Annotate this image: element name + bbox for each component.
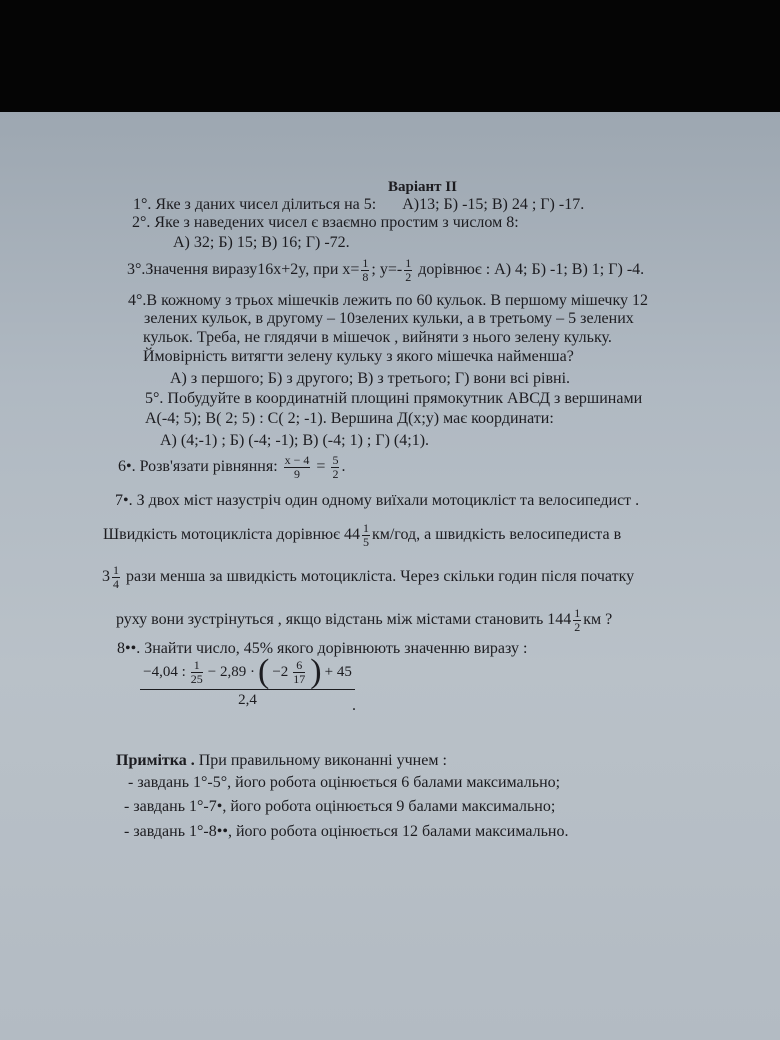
expr-part-a: −4,04 :	[143, 663, 186, 680]
fraction-speed-num: 1	[362, 521, 369, 535]
question-7-line-1: 7•. З двох міст назустріч один одному виїхали мотоцикліст та велосипедист .	[115, 492, 640, 509]
expr-part-b: − 2,89 ·	[207, 663, 255, 680]
fraction-y-den: 2	[405, 270, 412, 284]
note-intro: При правильному виконанні учнем :	[194, 752, 447, 769]
question-2-text: 2°. Яке з наведених чисел є взаємно простим з числом 8:	[132, 214, 519, 231]
fraction-ratio-num: 1	[113, 563, 119, 577]
fraction-x	[361, 257, 369, 284]
variant-title: Варіант II	[388, 179, 457, 195]
question-6-end: .	[341, 458, 346, 476]
fraction-distance-den: 2	[574, 620, 581, 634]
fraction-one-25	[191, 659, 203, 686]
question-3-suffix: дорівнює : А) 4; Б) -1; В) 1; Г) -4.	[414, 261, 645, 279]
question-7-line-2-prefix: Швидкість мотоцикліста дорівнює 44	[103, 526, 360, 544]
fraction-rhs-den: 2	[332, 467, 339, 481]
fraction-y	[404, 257, 412, 284]
question-1-text: 1°. Яке з даних чисел ділиться на 5:	[133, 196, 377, 213]
question-7-line-2-suffix: км/год, а швидкість велосипедиста в	[371, 526, 622, 544]
inner-whole: −2	[272, 663, 289, 680]
fraction-six-17-den: 17	[293, 671, 306, 686]
question-6	[118, 454, 345, 481]
question-7-line-4-prefix: руху вони зустрінуться , якщо відстань між містами становить 144	[116, 611, 572, 629]
question-5-line-2: А(-4; 5); В( 2; 5) : С( 2; -1). Вершина Д(x;y) має координати:	[145, 410, 554, 427]
fraction-ratio	[112, 564, 120, 591]
question-1-options: А)13; Б) -15; В) 24 ; Г) -17.	[402, 196, 585, 213]
question-3-prefix: 3°.Значення виразу16x+2y, при x=	[127, 261, 360, 279]
note-item-2: - завдань 1°-7•, його робота оцінюється 9 балами максимально;	[124, 798, 556, 815]
question-8-text: 8••. Знайти число, 45% якого дорівнюють значенню виразу :	[117, 640, 528, 657]
question-4-line-3: кульок. Треба, не глядячи в мішечок , вийняти з нього зелену кульку.	[143, 329, 612, 346]
question-4-options: А) з першого; Б) з другого; В) з третього; Г) вони всі рівні.	[170, 370, 571, 387]
question-8-expression	[140, 653, 355, 709]
fraction-lhs	[284, 454, 311, 481]
fraction-one-25-num: 1	[191, 659, 203, 673]
fraction-distance-num: 1	[574, 606, 581, 620]
question-8-end: .	[352, 697, 356, 714]
expression-denominator: 2,4	[238, 692, 257, 708]
worksheet-page	[0, 112, 780, 1040]
fraction-ratio-den: 4	[113, 577, 119, 591]
fraction-lhs-den: 9	[294, 467, 301, 481]
fraction-six-17	[293, 659, 305, 686]
fraction-rhs	[331, 454, 339, 481]
question-7-line-4	[116, 607, 612, 634]
question-4-line-1: 4°.В кожному з трьох мішечків лежить по 60 кульок. В першому мішечку 12	[128, 292, 649, 309]
question-5-line-1: 5°. Побудуйте в координатній площині прямокутник АВСД з вершинами	[145, 390, 643, 407]
note-title: Примітка .	[116, 752, 195, 769]
question-2-options: А) 32; Б) 15; В) 16; Г) -72.	[173, 234, 350, 251]
left-paren: (	[258, 653, 270, 690]
fraction-x-den: 8	[362, 270, 369, 284]
question-5-options: А) (4;-1) ; Б) (-4; -1); В) (-4; 1) ; Г) (4;1).	[160, 432, 430, 449]
question-3	[127, 257, 644, 284]
question-7-line-2	[103, 522, 621, 549]
fraction-distance	[573, 607, 581, 634]
expr-part-c: + 45	[324, 663, 352, 680]
note-header	[116, 752, 447, 770]
fraction-speed	[362, 522, 370, 549]
fraction-lhs-num: x − 4	[284, 453, 310, 467]
question-7-line-3	[102, 564, 634, 591]
fraction-speed-den: 5	[362, 535, 369, 549]
right-paren: )	[310, 653, 322, 690]
fraction-one-25-den: 25	[190, 671, 203, 686]
question-6-prefix: 6•. Розв'язати рівняння:	[118, 458, 278, 476]
expression-numerator	[140, 653, 355, 690]
note-item-1: - завдань 1°-5°, його робота оцінюється 6 балами максимально;	[128, 774, 561, 791]
question-3-mid: ; y=-	[371, 261, 403, 279]
fraction-x-num: 1	[362, 256, 369, 270]
fraction-six-17-num: 6	[293, 659, 305, 673]
question-1	[133, 196, 584, 214]
mixed-whole: 3	[102, 568, 110, 586]
question-7-line-3-suffix: рази менша за швидкість мотоцикліста. Через скільки годин після початку	[122, 568, 635, 586]
question-4-line-4: Ймовірність витягти зелену кульку з якого мішечка найменша?	[143, 348, 574, 365]
fraction-y-num: 1	[405, 256, 412, 270]
fraction-rhs-num: 5	[332, 453, 339, 467]
equals-sign: =	[316, 458, 326, 476]
note-item-3: - завдань 1°-8••, його робота оцінюється 12 балами максимально.	[124, 823, 569, 840]
question-4-line-2: зелених кульок, в другому – 10зелених кульки, а в третьому – 5 зелених	[144, 310, 634, 327]
question-7-line-4-suffix: км ?	[583, 611, 613, 629]
